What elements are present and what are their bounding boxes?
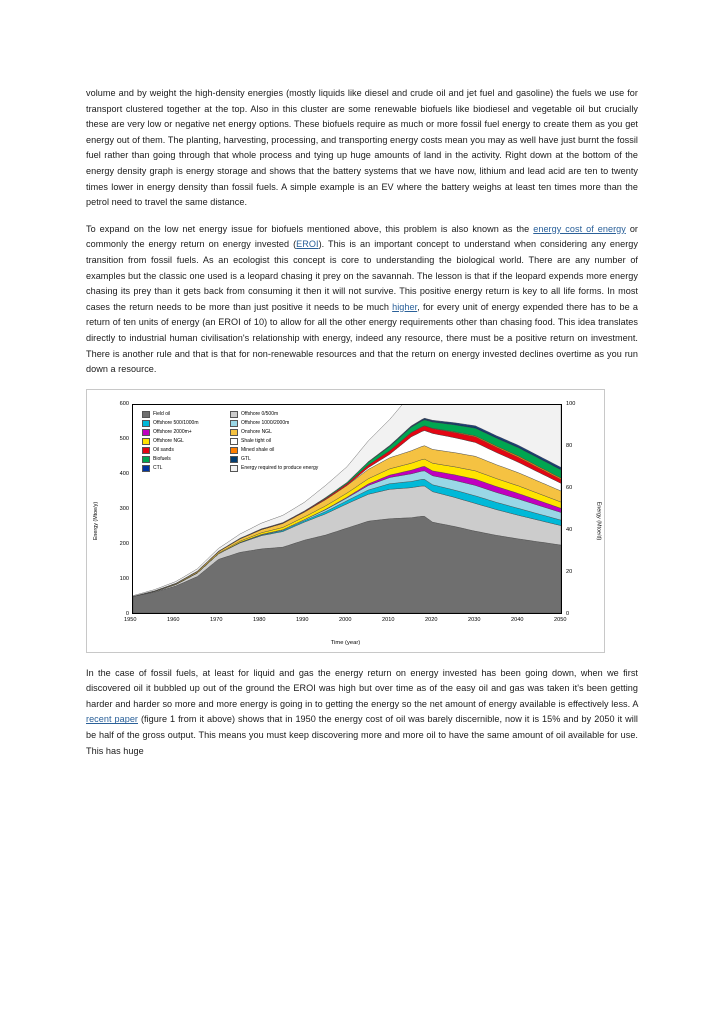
y-tick-label-left: 300	[119, 505, 129, 512]
legend-label: CTL	[153, 464, 163, 471]
y-axis-label-right: Energy (Mtoe/d)	[595, 501, 602, 541]
paragraph-1: volume and by weight the high-density energies (mostly liquids like diesel and crude oil and jet fuel and gasoline) the fuels we use for transport clustered together at the top. Also in this cluster are some renewable biofuels like biodiesel and vegetable oil but crucially these are very low or negative net energy options. These biofuels require as much or more fossil fuel energy to create them as you get energy out of them. The planting, harvesting, processing, and transporting energy costs mean you may as well have just burnt the fossil fuel rather than going through that whole process and tying up huge amounts of land in the activity. Right down at the bottom of the energy density graph is energy storage and shows that the battery systems that we have now, lithium and lead acid are ten to twenty times lower in energy density than fossil fuels. A simple example is an EV where the battery weighs at least ten times more than the petrol need to travel the same distance.	[86, 88, 638, 208]
legend-label: Offshore 0/500m	[241, 410, 279, 417]
legend-swatch	[142, 438, 150, 445]
legend-swatch	[142, 465, 150, 472]
legend-swatch	[142, 447, 150, 454]
y-tick-label-left: 200	[119, 540, 129, 547]
y-tick-label-right: 0	[566, 610, 570, 617]
x-axis-label: Time (year)	[330, 639, 361, 646]
y-tick-label-left: 600	[119, 400, 129, 407]
inline-link[interactable]: energy cost of energy	[533, 223, 626, 234]
legend-label: GTL	[241, 455, 251, 462]
legend-item	[230, 419, 380, 428]
legend-label: Offshore 2000m+	[153, 428, 192, 435]
legend-swatch	[142, 411, 150, 418]
legend-swatch	[230, 438, 238, 445]
legend-item	[230, 410, 380, 419]
chart-legend	[142, 410, 382, 473]
y-tick-label-left: 400	[119, 470, 129, 477]
x-tick-label: 1970	[210, 616, 223, 623]
x-tick-label: 2010	[382, 616, 395, 623]
x-tick-label: 1950	[124, 616, 137, 623]
inline-link[interactable]: recent paper	[86, 714, 138, 725]
legend-label: Field oil	[153, 410, 171, 417]
legend-swatch	[230, 411, 238, 418]
legend-item	[230, 446, 380, 455]
legend-swatch	[142, 420, 150, 427]
x-tick-label: 2050	[554, 616, 567, 623]
inline-link[interactable]: higher	[392, 301, 418, 312]
x-tick-label: 1960	[167, 616, 180, 623]
x-tick-label: 2030	[468, 616, 481, 623]
y-tick-label-right: 40	[566, 526, 573, 533]
legend-item	[142, 455, 230, 464]
y-tick-label-right: 20	[566, 568, 573, 575]
document-content	[86, 86, 638, 770]
y-tick-label-left: 500	[119, 435, 129, 442]
legend-label: Offshore 500/1000m	[153, 419, 199, 426]
legend-label: Offshore NGL	[153, 437, 184, 444]
legend-label: Energy required to produce energy	[241, 464, 319, 471]
legend-swatch	[142, 456, 150, 463]
legend-item	[230, 464, 380, 473]
legend-item	[230, 428, 380, 437]
legend-label: Offshore 1000/2000m	[241, 419, 290, 426]
legend-swatch	[230, 420, 238, 427]
legend-swatch	[230, 429, 238, 436]
legend-swatch	[230, 447, 238, 454]
paragraph-2: To expand on the low net energy issue for biofuels mentioned above, this problem is also known as the energy cost of energy or commonly the energy return on energy invested (EROI). This is an important concept to understand when considering any energy transition from fossil fuels. As an ecologist this concept is core to understanding the biological world. There are any number of examples but the classic one used is a leopard chasing it prey on the savannah. The lesson is that if the leopard expends more energy chasing its prey than it gets back from consuming it then it will not survive. This positive energy return is key to all life forms. In most cases the return needs to be more than just positive it needs to be much higher, for every unit of energy expended there has to be a return of ten units of energy (an EROI of 10) to allow for all the other energy requirements other than chasing food. This idea translates directly to industrial human civilisation's relationship with energy, indeed any resource, there must be a positive return on investment. There is another rule and that is that for non-renewable resources and that the return on energy invested declines overtime as you run down a resource.	[86, 223, 638, 375]
legend-item	[142, 419, 230, 428]
y-tick-label-right: 60	[566, 484, 573, 491]
legend-label: Mined shale oil	[241, 446, 275, 453]
paragraph-3: In the case of fossil fuels, at least for liquid and gas the energy return on energy invested has been going down, when we first discovered oil it bubbled up out of the ground the EROI was high but over time as of the easy oil and gas was taken it's been getting harder and harder so more and more energy is going in to getting the energy so the net amount of energy available is effectively less. A recent paper (figure 1 from it above) shows that in 1950 the energy cost of oil was barely discernible, now it is 15% and by 2050 it will be half of the gross output. This means you must keep discovering more and more oil to have the same amount of oil available for use. This has huge	[86, 667, 638, 756]
x-tick-label: 2040	[511, 616, 524, 623]
legend-swatch	[142, 429, 150, 436]
figure-energy-chart	[86, 389, 605, 653]
y-tick-label-left: 100	[119, 575, 129, 582]
y-tick-label-left: 0	[125, 610, 129, 617]
x-tick-label: 2020	[425, 616, 438, 623]
legend-label: Shale tight oil	[241, 437, 272, 444]
x-tick-label: 1980	[253, 616, 266, 623]
legend-item	[142, 410, 230, 419]
y-tick-label-right: 100	[566, 400, 576, 407]
legend-swatch	[230, 465, 238, 472]
legend-label: Onshore NGL	[241, 428, 272, 435]
legend-item	[142, 464, 230, 473]
legend-swatch	[230, 456, 238, 463]
legend-label: Biofuels	[153, 455, 171, 462]
legend-item	[230, 437, 380, 446]
legend-item	[230, 455, 380, 464]
legend-item	[142, 446, 230, 455]
legend-label: Oil sands	[153, 446, 174, 453]
chart-area	[87, 390, 604, 652]
x-tick-label: 2000	[339, 616, 352, 623]
y-tick-label-right: 80	[566, 442, 573, 449]
inline-link[interactable]: EROI	[296, 239, 319, 250]
legend-item	[142, 428, 230, 437]
y-axis-label-left: Energy (Mtoe/y)	[93, 501, 100, 540]
x-tick-label: 1990	[296, 616, 309, 623]
legend-item	[142, 437, 230, 446]
